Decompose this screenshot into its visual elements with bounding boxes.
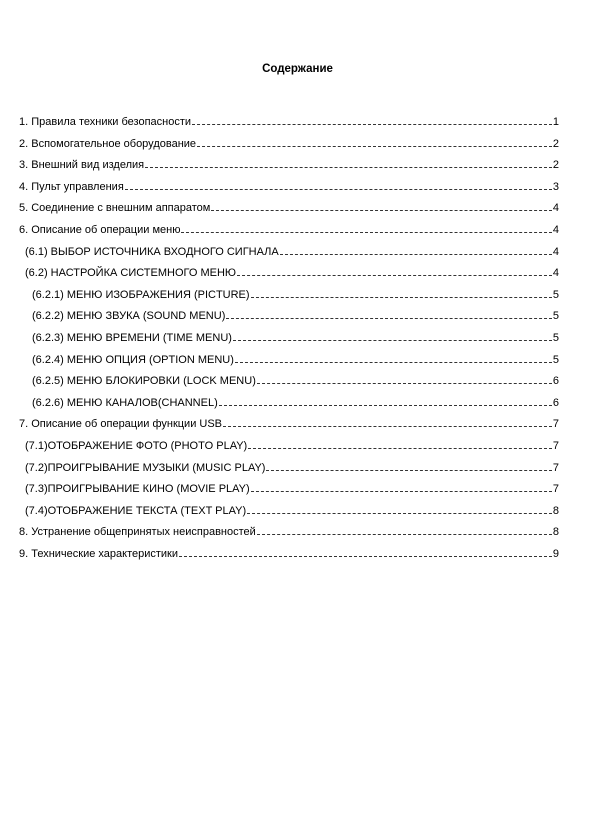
toc-entry-page: 4 [552, 202, 559, 215]
toc-entry[interactable] [19, 136, 559, 158]
toc-entry[interactable] [19, 308, 559, 330]
toc-leader [257, 534, 552, 535]
toc-entry-page: 8 [552, 504, 559, 517]
toc-entry[interactable] [19, 524, 559, 546]
toc-entry-page: 8 [552, 526, 559, 539]
toc-entry[interactable] [19, 546, 559, 568]
toc-entry[interactable] [19, 200, 559, 222]
toc-leader [251, 491, 552, 492]
toc-entry[interactable] [19, 481, 559, 503]
toc-entry-page: 7 [552, 439, 559, 452]
toc-entry[interactable] [19, 503, 559, 525]
toc-entry-page: 1 [552, 116, 559, 128]
toc-entry[interactable] [19, 244, 559, 266]
toc-entry-page: 4 [552, 267, 559, 280]
toc-leader [179, 556, 552, 557]
toc-leader [247, 513, 552, 514]
toc-entry[interactable] [19, 460, 559, 482]
toc-entry-label: (7.4)ОТОБРАЖЕНИЕ ТЕКСТА (TEXT PLAY) [25, 504, 247, 517]
toc-entry-page: 4 [552, 223, 559, 236]
toc-leader [192, 124, 552, 125]
toc-entry-label: (6.2.3) МЕНЮ ВРЕМЕНИ (TIME MENU) [32, 331, 232, 344]
toc-leader [223, 426, 552, 427]
toc-entry-label: 4. Пульт управления [19, 180, 124, 193]
toc-leader [181, 232, 551, 233]
toc-leader [257, 383, 552, 384]
toc-leader [145, 167, 552, 168]
toc-entry-page: 6 [552, 375, 559, 388]
toc-entry-page: 7 [552, 418, 559, 431]
toc-entry[interactable] [19, 265, 559, 287]
toc-leader [233, 340, 552, 341]
toc-entry[interactable] [19, 416, 559, 438]
toc-entry-page: 6 [552, 396, 559, 409]
toc-leader [237, 275, 552, 276]
page-title: Содержание [262, 63, 333, 75]
toc-entry-label: 3. Внешний вид изделия [19, 159, 145, 172]
toc-leader [280, 254, 552, 255]
toc-entry-page: 2 [552, 137, 559, 150]
toc-entry[interactable] [19, 157, 559, 179]
toc-entry-label: 1. Правила техники безопасности [19, 116, 192, 128]
toc-entry-label: 8. Устранение общепринятых неисправностей [19, 526, 256, 539]
toc-entry[interactable] [19, 352, 559, 374]
toc-entry[interactable] [19, 330, 559, 352]
toc-entry-label: (6.1) ВЫБОР ИСТОЧНИКА ВХОДНОГО СИГНАЛА [25, 245, 279, 258]
toc-entry-label: 7. Описание об операции функции USB [19, 418, 223, 431]
toc-entry-page: 9 [552, 547, 559, 560]
toc-entry-label: (7.2)ПРОИГРЫВАНИЕ МУЗЫКИ (MUSIC PLAY) [25, 461, 266, 474]
toc-entry-label: 2. Вспомогательное оборудование [19, 137, 197, 150]
toc-entry-label: (6.2.2) МЕНЮ ЗВУКА (SOUND MENU) [32, 310, 226, 323]
table-of-contents [19, 114, 559, 567]
toc-leader [248, 448, 552, 449]
toc-entry-label: 6. Описание об операции меню [19, 223, 181, 236]
toc-entry[interactable] [19, 438, 559, 460]
toc-entry[interactable] [19, 395, 559, 417]
toc-entry-page: 4 [552, 245, 559, 258]
toc-entry-label: (6.2.4) МЕНЮ ОПЦИЯ (OPTION MENU) [32, 353, 234, 366]
toc-entry-page: 5 [552, 310, 559, 323]
toc-entry-label: (6.2.5) МЕНЮ БЛОКИРОВКИ (LOCK MENU) [32, 375, 256, 388]
toc-entry[interactable] [19, 287, 559, 309]
toc-entry-label: (6.2.6) МЕНЮ КАНАЛОВ(CHANNEL) [32, 396, 218, 409]
toc-entry[interactable] [19, 179, 559, 201]
toc-entry-label: 9. Технические характеристики [19, 547, 179, 560]
toc-leader [226, 318, 552, 319]
toc-entry-page: 5 [552, 288, 559, 301]
toc-entry[interactable] [19, 373, 559, 395]
toc-leader [197, 146, 552, 147]
toc-leader [211, 210, 552, 211]
toc-entry-page: 7 [552, 461, 559, 474]
toc-leader [251, 297, 552, 298]
toc-entry-label: (6.2.1) МЕНЮ ИЗОБРАЖЕНИЯ (PICTURE) [32, 288, 250, 301]
toc-leader [125, 189, 552, 190]
toc-entry-page: 3 [552, 180, 559, 193]
toc-entry-label: 5. Соединение с внешним аппаратом [19, 202, 211, 215]
toc-entry[interactable] [19, 114, 559, 136]
toc-leader [219, 405, 552, 406]
toc-leader [266, 470, 551, 471]
toc-entry[interactable] [19, 222, 559, 244]
toc-entry-label: (7.3)ПРОИГРЫВАНИЕ КИНО (MOVIE PLAY) [25, 483, 250, 496]
toc-leader [235, 362, 552, 363]
toc-entry-label: (7.1)ОТОБРАЖЕНИЕ ФОТО (PHOTO PLAY) [25, 439, 248, 452]
toc-entry-page: 7 [552, 483, 559, 496]
toc-entry-page: 2 [552, 159, 559, 172]
toc-entry-page: 5 [552, 331, 559, 344]
toc-entry-label: (6.2) НАСТРОЙКА СИСТЕМНОГО МЕНЮ [25, 267, 237, 280]
toc-entry-page: 5 [552, 353, 559, 366]
